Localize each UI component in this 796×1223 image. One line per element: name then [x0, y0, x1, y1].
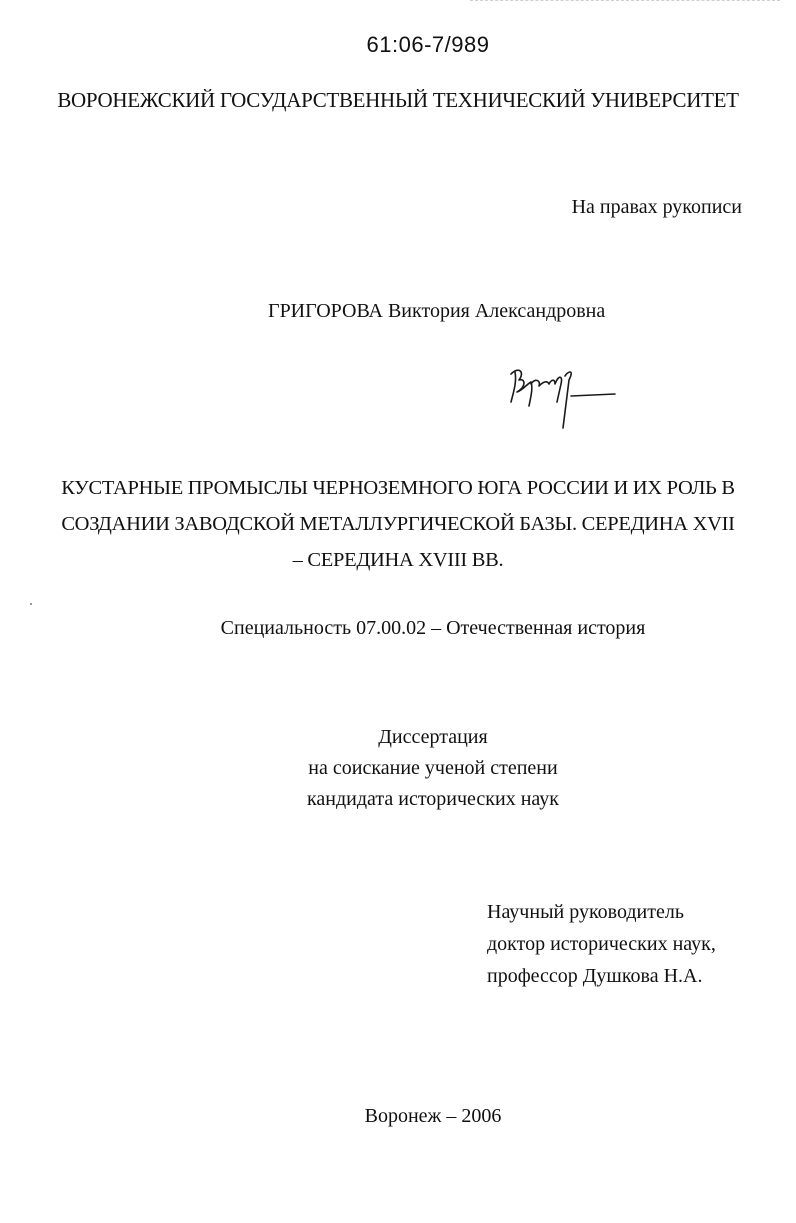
supervisor-line: профессор Душкова Н.А. — [487, 965, 703, 987]
title-line: – СЕРЕДИНА XVIII ВВ. — [292, 549, 504, 571]
author-name: ГРИГОРОВА Виктория Александровна — [268, 300, 606, 322]
supervisor-line: доктор исторических наук, — [487, 933, 716, 955]
city-year — [0, 1105, 796, 1128]
title-line: СОЗДАНИИ ЗАВОДСКОЙ МЕТАЛЛУРГИЧЕСКОЙ БАЗЫ. СЕРЕДИНА XVII — [61, 513, 735, 535]
city-year-text: Воронеж – 2006 — [364, 1105, 502, 1127]
scan-artifact-line — [470, 0, 780, 2]
dissertation-title — [0, 470, 796, 578]
specialty-text: Специальность 07.00.02 – Отечественная история — [220, 617, 646, 639]
registration-code — [0, 32, 796, 58]
title-line: КУСТАРНЫЕ ПРОМЫСЛЫ ЧЕРНОЗЕМНОГО ЮГА РОССИИ И ИХ РОЛЬ В — [61, 477, 735, 499]
signature-icon — [505, 354, 625, 434]
degree-block — [0, 722, 796, 815]
university-name: ВОРОНЕЖСКИЙ ГОСУДАРСТВЕННЫЙ ТЕХНИЧЕСКИЙ УНИВЕРСИТЕТ — [57, 88, 739, 112]
degree-line: Диссертация — [378, 726, 488, 748]
supervisor-block — [487, 896, 716, 992]
specialty — [0, 617, 796, 640]
degree-line: на соискание ученой степени — [308, 757, 558, 779]
scan-speck — [30, 603, 32, 605]
manuscript-rights-note: На правах рукописи — [571, 196, 742, 218]
degree-line: кандидата исторических наук — [306, 788, 560, 810]
registration-code-text: 61:06-7/989 — [366, 32, 490, 57]
supervisor-line: Научный руководитель — [487, 901, 684, 923]
